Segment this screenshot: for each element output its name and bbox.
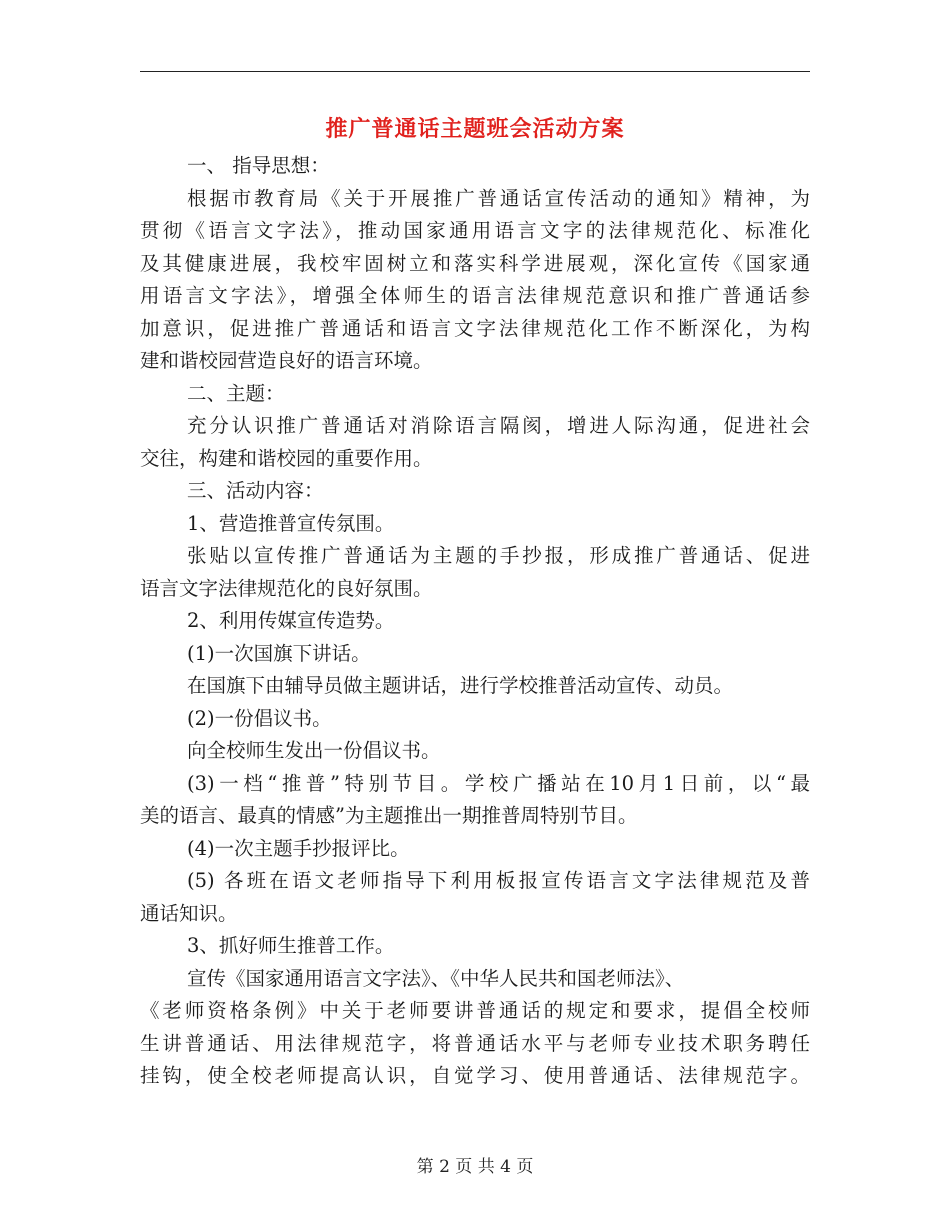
document-body [140,150,810,1093]
text-line: 《老师资格条例》中关于老师要讲普通话的规定和要求，提倡全校师 [140,999,810,1022]
text-line: 语言文字法律规范化的良好氛围。 [140,576,433,600]
text-line: (2)一份倡议书。 [187,706,332,730]
header-rule [140,71,810,72]
text-line: 用语言文字法》，增强全体师生的语言法律规范意识和推广普通话参 [140,284,810,307]
text-line: 生讲普通话、用法律规范字，将普通话水平与老师专业技术职务聘任 [140,1031,810,1055]
text-line: 二、主题： [187,381,285,405]
text-line: 加意识，促进推广普通话和语言文字法律规范化工作不断深化，为构 [140,316,810,340]
text-line: (4)一次主题手抄报评比。 [187,836,410,860]
text-line: 根据市教育局《关于开展推广普通话宣传活动的通知》精神，为 [187,186,810,210]
text-line: (1)一次国旗下讲话。 [187,641,371,665]
text-line: 一、 指导思想： [187,154,330,177]
text-line: 及其健康进展，我校牢固树立和落实科学进展观，深化宣传《国家通 [140,251,810,275]
page-footer: 第 2 页 共 4 页 [416,1157,534,1177]
text-line: 2、利用传媒宣传造势。 [187,609,395,632]
text-line: 通话知识。 [140,901,238,925]
text-line: 挂钩，使全校老师提高认识，自觉学习、使用普通话、法律规范字。 [140,1064,810,1087]
text-line: 美的语言、最真的情感”为主题推出一期推普周特别节目。 [140,804,638,827]
text-line: 三、活动内容： [187,479,324,502]
text-line: 1、营造推普宣传氛围。 [187,511,395,535]
text-line: 3、抓好师生推普工作。 [187,934,395,957]
text-line: 张贴以宣传推广普通话为主题的手抄报，形成推广普通话、促进 [187,544,810,567]
text-line: 交往，构建和谐校园的重要作用。 [140,446,433,470]
text-line: 在国旗下由辅导员做主题讲话，进行学校推普活动宣传、动员。 [187,674,734,697]
text-line: 建和谐校园营造良好的语言环境。 [140,349,433,372]
text-line: 充分认识推广普通话对消除语言隔阂，增进人际沟通，促进社会 [187,414,810,437]
document-title: 推广普通话主题班会活动方案 [325,116,625,142]
text-line: (5) 各班在语文老师指导下利用板报宣传语言文字法律规范及普 [187,869,810,892]
text-line: (3)一档“推普”特别节目。学校广播站在10月1日前，以“最 [187,771,810,795]
text-line: 向全校师生发出一份倡议书。 [187,739,441,762]
text-line: 贯彻《语言文字法》，推动国家通用语言文字的法律规范化、标准化 [140,219,810,242]
text-line: 宣传《国家通用语言文字法》、《中华人民共和国老师法》、 [187,966,685,990]
